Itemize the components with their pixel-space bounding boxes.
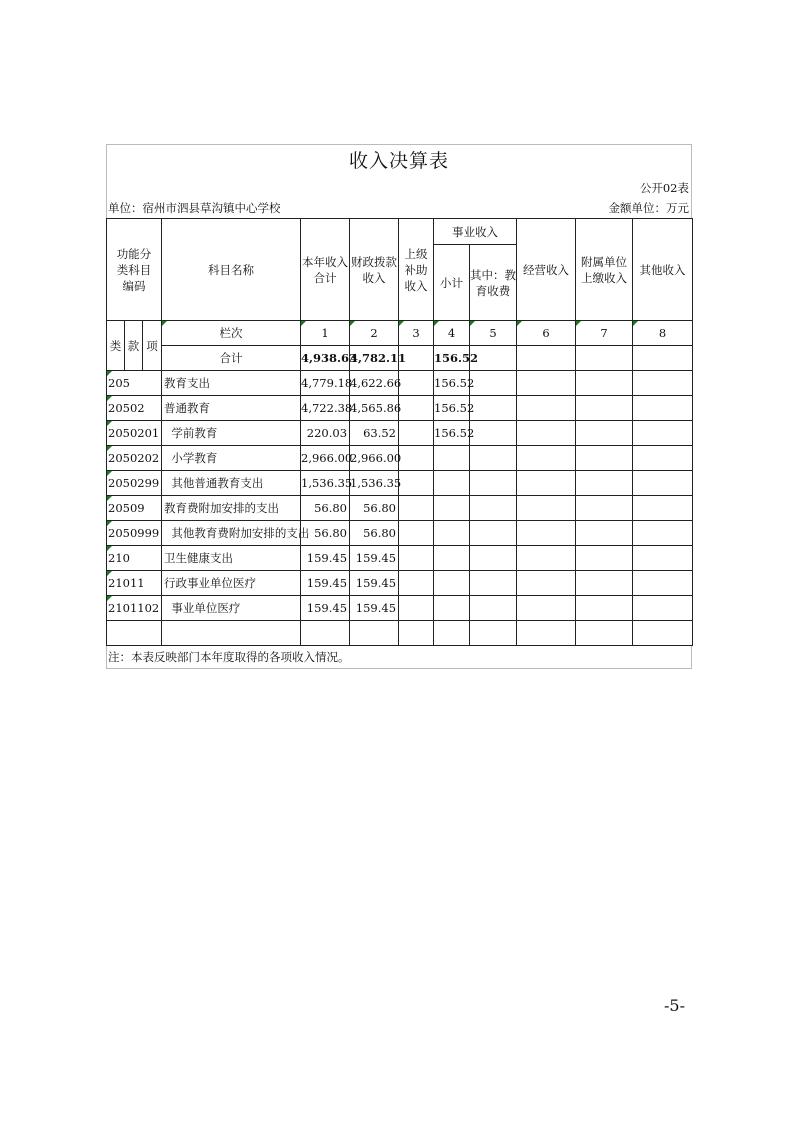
total-row <box>107 346 693 371</box>
table-row <box>107 521 693 546</box>
form-code: 公开02表 <box>639 181 689 195</box>
total-c4: 156.52 <box>434 346 470 371</box>
row-affiliated <box>576 421 633 446</box>
header-operating: 经营收入 <box>517 219 576 321</box>
total-c5 <box>470 346 517 371</box>
row-affiliated <box>576 496 633 521</box>
data-rows <box>107 371 693 621</box>
form-code-row <box>106 178 692 198</box>
row-fiscal: 56.80 <box>350 496 399 521</box>
row-edu-fee <box>470 596 517 621</box>
row-total-income: 159.45 <box>301 546 350 571</box>
column-number-row <box>107 321 693 346</box>
col-num: 5 <box>470 321 517 346</box>
row-name: 其他普通教育支出 <box>162 471 301 496</box>
unit-label: 单位：宿州市泗县草沟镇中心学校 <box>108 201 281 215</box>
col-num: 4 <box>434 321 470 346</box>
row-upper-subsidy <box>399 421 434 446</box>
row-career-subtotal <box>434 546 470 571</box>
row-fiscal: 63.52 <box>350 421 399 446</box>
row-fiscal: 4,565.86 <box>350 396 399 421</box>
table-row <box>107 546 693 571</box>
header-xiang: 项 <box>143 321 162 371</box>
row-edu-fee <box>470 496 517 521</box>
row-operating <box>517 446 576 471</box>
row-other <box>633 471 693 496</box>
total-c8 <box>633 346 693 371</box>
table-row <box>107 396 693 421</box>
col-num: 3 <box>399 321 434 346</box>
row-operating <box>517 471 576 496</box>
header-career-income: 事业收入 <box>434 219 517 245</box>
row-fiscal: 56.80 <box>350 521 399 546</box>
row-edu-fee <box>470 421 517 446</box>
row-name: 教育支出 <box>162 371 301 396</box>
row-other <box>633 521 693 546</box>
row-career-subtotal <box>434 571 470 596</box>
table-row <box>107 371 693 396</box>
row-affiliated <box>576 546 633 571</box>
row-affiliated <box>576 446 633 471</box>
header-subtotal: 小计 <box>434 245 470 321</box>
table-note: 注：本表反映部门本年度取得的各项收入情况。 <box>106 646 692 669</box>
row-total-income: 1,536.35 <box>301 471 350 496</box>
row-affiliated <box>576 596 633 621</box>
row-fiscal: 1,536.35 <box>350 471 399 496</box>
col-num: 7 <box>576 321 633 346</box>
row-total-income: 56.80 <box>301 521 350 546</box>
row-fiscal: 159.45 <box>350 596 399 621</box>
row-operating <box>517 421 576 446</box>
row-code: 2050299 <box>107 471 162 496</box>
row-total-income: 159.45 <box>301 571 350 596</box>
header-lei: 类 <box>107 321 125 371</box>
row-other <box>633 571 693 596</box>
row-code: 20502 <box>107 396 162 421</box>
header-row-1 <box>107 219 693 245</box>
row-affiliated <box>576 471 633 496</box>
row-edu-fee <box>470 396 517 421</box>
row-code: 21011 <box>107 571 162 596</box>
total-c3 <box>399 346 434 371</box>
total-c1: 4,938.63 <box>301 346 350 371</box>
row-fiscal: 159.45 <box>350 546 399 571</box>
row-other <box>633 396 693 421</box>
row-code: 210 <box>107 546 162 571</box>
col-num: 8 <box>633 321 693 346</box>
row-other <box>633 596 693 621</box>
row-fiscal: 4,622.66 <box>350 371 399 396</box>
row-edu-fee <box>470 371 517 396</box>
row-upper-subsidy <box>399 396 434 421</box>
row-career-subtotal: 156.52 <box>434 421 470 446</box>
row-fiscal: 2,966.00 <box>350 446 399 471</box>
row-edu-fee <box>470 446 517 471</box>
row-total-income: 4,779.18 <box>301 371 350 396</box>
row-other <box>633 371 693 396</box>
row-upper-subsidy <box>399 446 434 471</box>
row-operating <box>517 571 576 596</box>
row-upper-subsidy <box>399 471 434 496</box>
sheet-title: 收入决算表 <box>106 144 692 178</box>
col-num: 1 <box>301 321 350 346</box>
header-total-income: 本年收入合计 <box>301 219 350 321</box>
row-total-income: 220.03 <box>301 421 350 446</box>
header-upper-subsidy: 上级补助收入 <box>399 219 434 321</box>
row-code: 205 <box>107 371 162 396</box>
total-label: 合计 <box>162 346 301 371</box>
row-upper-subsidy <box>399 371 434 396</box>
row-career-subtotal <box>434 471 470 496</box>
row-name: 学前教育 <box>162 421 301 446</box>
row-operating <box>517 371 576 396</box>
row-name: 普通教育 <box>162 396 301 421</box>
income-statement-sheet <box>106 144 692 669</box>
table-row <box>107 596 693 621</box>
header-subject-name: 科目名称 <box>162 219 301 321</box>
row-edu-fee <box>470 571 517 596</box>
row-total-income: 2,966.00 <box>301 446 350 471</box>
table-row <box>107 571 693 596</box>
row-career-subtotal: 156.52 <box>434 371 470 396</box>
row-edu-fee <box>470 471 517 496</box>
row-upper-subsidy <box>399 496 434 521</box>
row-upper-subsidy <box>399 521 434 546</box>
row-operating <box>517 396 576 421</box>
col-num: 2 <box>350 321 399 346</box>
header-func-code: 功能分类科目编码 <box>107 219 162 321</box>
row-name: 卫生健康支出 <box>162 546 301 571</box>
total-c7 <box>576 346 633 371</box>
row-fiscal: 159.45 <box>350 571 399 596</box>
row-total-income: 56.80 <box>301 496 350 521</box>
header-kuan: 款 <box>125 321 143 371</box>
table-row <box>107 446 693 471</box>
row-operating <box>517 596 576 621</box>
blank-row <box>107 621 693 646</box>
row-career-subtotal <box>434 446 470 471</box>
row-name: 教育费附加安排的支出 <box>162 496 301 521</box>
row-other <box>633 546 693 571</box>
row-operating <box>517 521 576 546</box>
row-other <box>633 421 693 446</box>
row-code: 2050202 <box>107 446 162 471</box>
header-affiliated: 附属单位上缴收入 <box>576 219 633 321</box>
row-code: 20509 <box>107 496 162 521</box>
row-operating <box>517 546 576 571</box>
income-table <box>106 218 693 646</box>
row-affiliated <box>576 371 633 396</box>
row-affiliated <box>576 396 633 421</box>
row-other <box>633 446 693 471</box>
row-name: 小学教育 <box>162 446 301 471</box>
row-total-income: 4,722.38 <box>301 396 350 421</box>
col-num: 6 <box>517 321 576 346</box>
total-c6 <box>517 346 576 371</box>
table-row <box>107 471 693 496</box>
row-name: 行政事业单位医疗 <box>162 571 301 596</box>
row-upper-subsidy <box>399 546 434 571</box>
row-total-income: 159.45 <box>301 596 350 621</box>
header-edu-fee: 其中：教育收费 <box>470 245 517 321</box>
row-career-subtotal <box>434 596 470 621</box>
unit-row <box>106 198 692 218</box>
row-edu-fee <box>470 546 517 571</box>
header-fiscal: 财政拨款收入 <box>350 219 399 321</box>
row-affiliated <box>576 521 633 546</box>
row-other <box>633 496 693 521</box>
row-career-subtotal <box>434 521 470 546</box>
row-career-subtotal <box>434 496 470 521</box>
page-number: -5- <box>664 996 685 1015</box>
row-edu-fee <box>470 521 517 546</box>
row-upper-subsidy <box>399 571 434 596</box>
row-career-subtotal: 156.52 <box>434 396 470 421</box>
amount-unit: 金额单位：万元 <box>608 201 689 215</box>
row-code: 2050201 <box>107 421 162 446</box>
total-c2: 4,782.11 <box>350 346 399 371</box>
row-affiliated <box>576 571 633 596</box>
row-code: 2050999 <box>107 521 162 546</box>
header-other: 其他收入 <box>633 219 693 321</box>
row-upper-subsidy <box>399 596 434 621</box>
column-label: 栏次 <box>162 321 301 346</box>
table-row <box>107 421 693 446</box>
row-name: 事业单位医疗 <box>162 596 301 621</box>
table-row <box>107 496 693 521</box>
row-code: 2101102 <box>107 596 162 621</box>
row-operating <box>517 496 576 521</box>
row-name: 其他教育费附加安排的支出 <box>162 521 301 546</box>
